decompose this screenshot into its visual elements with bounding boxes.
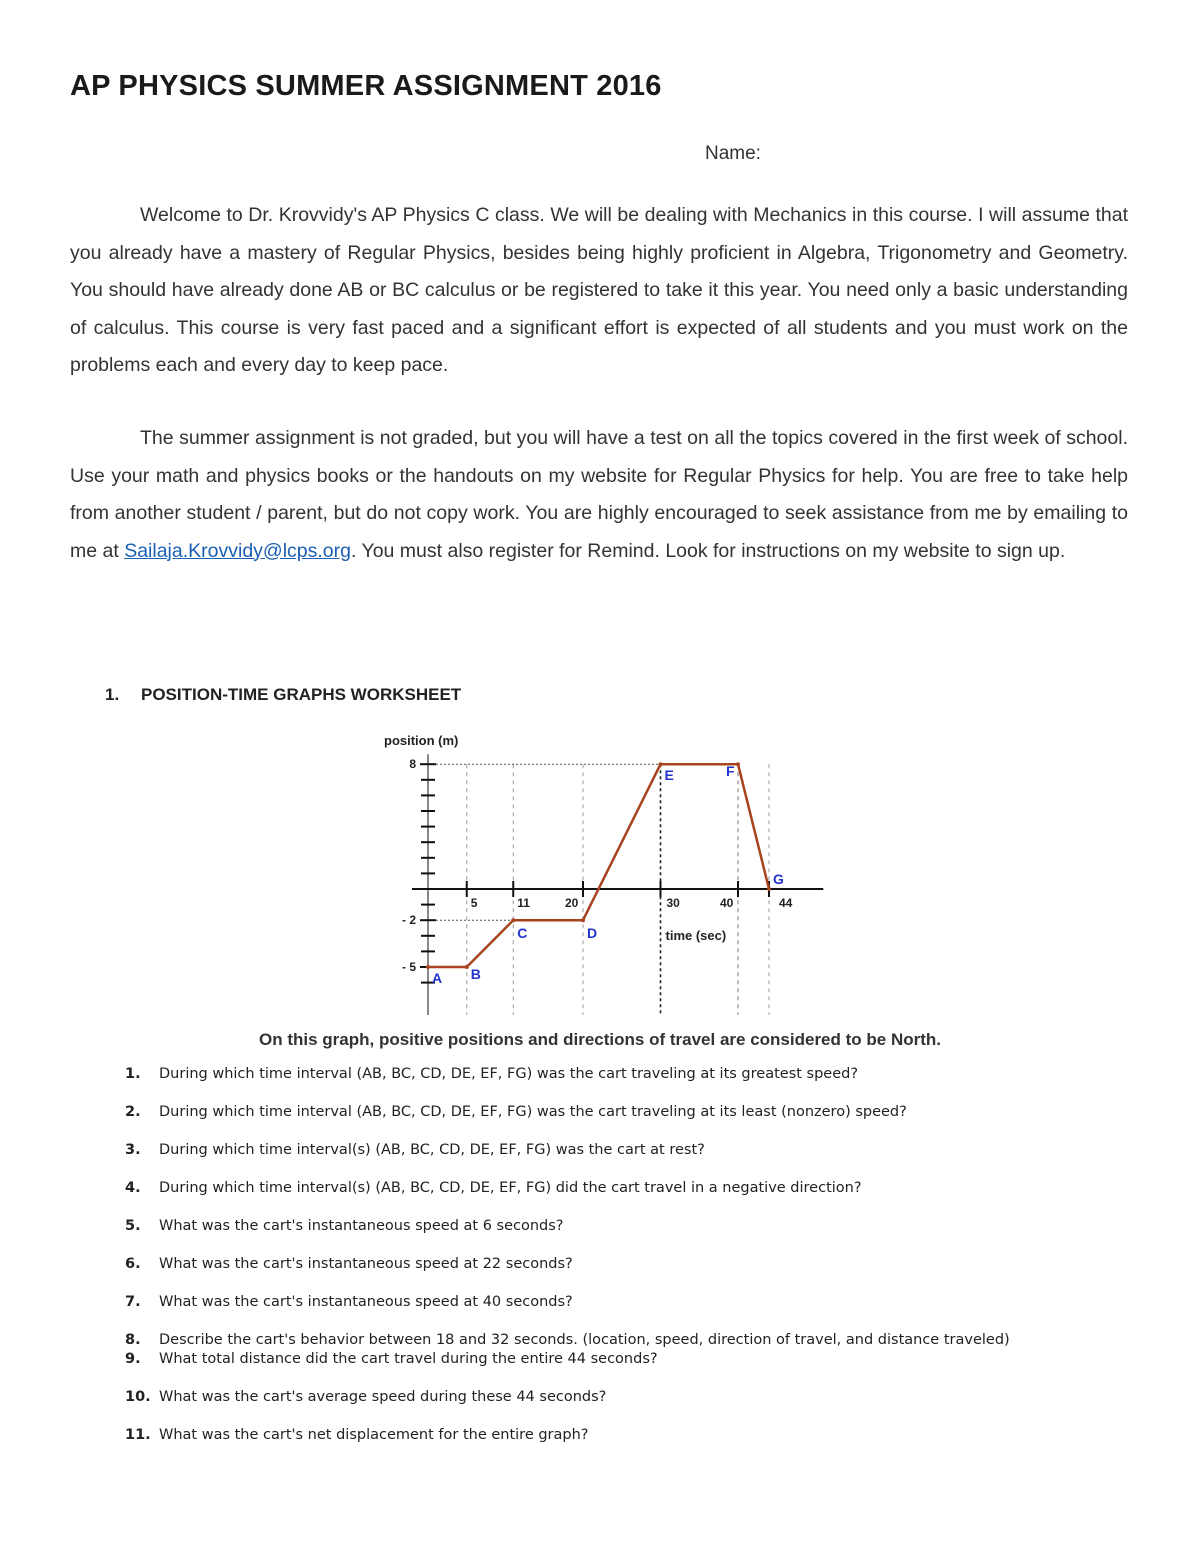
- question-item: [125, 1218, 564, 1234]
- question-number: 4.: [125, 1180, 141, 1196]
- point-label: B: [470, 966, 481, 982]
- question-item: [125, 1104, 907, 1120]
- y-tick-label: - 5: [401, 960, 416, 974]
- x-tick-label: 40: [720, 896, 734, 910]
- intro-paragraph-1: [70, 197, 1128, 385]
- question-item: [125, 1142, 705, 1158]
- question-number: 11.: [125, 1427, 151, 1443]
- question-text: What was the cart's net displacement for the entire graph?: [159, 1427, 589, 1443]
- x-tick-label: 30: [666, 896, 680, 910]
- data-point: [736, 762, 740, 766]
- y-axis-label: position (m): [384, 733, 459, 748]
- point-label: F: [726, 763, 735, 780]
- intro-paragraph-1-text: Welcome to Dr. Krovvidy's AP Physics C class. We will be dealing with Mechanics in this course. I will assume that you already have a mastery of Regular Physics, besides being highly proficient in Algebra, Trigonometry and Geometry. You should have already done AB or BC calculus or be registered to take it this year. You need only a basic understanding of calculus. This course is very fast paced and a significant effort is expected of all students and you must work on the problems each and every day to keep pace.: [70, 204, 1128, 376]
- question-text: During which time interval (AB, BC, CD, DE, EF, FG) was the cart traveling at its least (nonzero) speed?: [159, 1104, 907, 1120]
- y-tick-label: 8: [409, 757, 416, 772]
- question-text: What total distance did the cart travel during the entire 44 seconds?: [159, 1351, 658, 1367]
- question-item: [125, 1294, 573, 1310]
- point-label: E: [664, 767, 674, 784]
- question-number: 9.: [125, 1351, 141, 1367]
- x-tick-label: 5: [470, 896, 478, 910]
- question-item: [125, 1351, 658, 1367]
- section-heading: [105, 685, 461, 705]
- page-title: AP PHYSICS SUMMER ASSIGNMENT 2016: [70, 70, 662, 102]
- question-number: 2.: [125, 1104, 141, 1120]
- intro-paragraph-2: [70, 420, 1128, 570]
- question-number: 8.: [125, 1332, 141, 1348]
- question-item: [125, 1332, 1010, 1348]
- question-item: [125, 1066, 858, 1082]
- question-text: What was the cart's instantaneous speed at 6 seconds?: [159, 1218, 564, 1234]
- section-number: 1.: [105, 685, 120, 704]
- question-text: What was the cart's average speed during these 44 seconds?: [159, 1389, 607, 1405]
- question-item: [125, 1389, 606, 1405]
- x-tick-label: 20: [565, 896, 579, 910]
- name-field-label: Name:: [705, 143, 761, 164]
- question-text: During which time interval(s) (AB, BC, CD, DE, EF, FG) did the cart travel in a negative direction?: [159, 1180, 862, 1196]
- point-label: G: [773, 871, 784, 887]
- question-number: 6.: [125, 1256, 141, 1272]
- data-point: [511, 918, 515, 922]
- position-time-graph: [360, 725, 840, 1020]
- data-point: [426, 965, 430, 969]
- question-item: [125, 1180, 862, 1196]
- question-item: [125, 1256, 573, 1272]
- point-label: C: [517, 925, 528, 942]
- data-point: [659, 762, 663, 766]
- data-point: [465, 965, 469, 969]
- x-tick-label: 44: [779, 896, 793, 910]
- question-number: 1.: [125, 1066, 141, 1082]
- question-number: 3.: [125, 1142, 141, 1158]
- data-point: [767, 887, 771, 891]
- point-label: D: [587, 925, 598, 942]
- question-text: What was the cart's instantaneous speed at 22 seconds?: [159, 1256, 573, 1272]
- email-link[interactable]: Sailaja.Krovvidy@lcps.org: [124, 539, 351, 562]
- question-text: What was the cart's instantaneous speed at 40 seconds?: [159, 1294, 573, 1310]
- question-number: 10.: [125, 1389, 151, 1405]
- point-label: A: [432, 970, 443, 986]
- question-text: During which time interval(s) (AB, BC, CD, DE, EF, FG) was the cart at rest?: [159, 1142, 705, 1158]
- x-axis-label: time (sec): [665, 928, 727, 943]
- y-tick-label: - 2: [401, 913, 416, 928]
- x-tick-label: 11: [517, 896, 530, 910]
- question-number: 7.: [125, 1294, 141, 1310]
- question-text: During which time interval (AB, BC, CD, DE, EF, FG) was the cart traveling at its greatest speed?: [159, 1066, 859, 1082]
- question-text: Describe the cart's behavior between 18 and 32 seconds. (location, speed, direction of travel, and distance traveled): [159, 1332, 1010, 1348]
- question-number: 5.: [125, 1218, 141, 1234]
- graph-caption: On this graph, positive positions and directions of travel are considered to be North.: [259, 1030, 941, 1049]
- intro-paragraph-2-end: . You must also register for Remind. Look for instructions on my website to sign up.: [351, 539, 1066, 562]
- data-point: [581, 918, 585, 922]
- section-title: POSITION-TIME GRAPHS WORKSHEET: [141, 685, 462, 704]
- intro-paragraph-2-text: The summer assignment is not graded, but you will have a test on all the topics covered in the first week of school. Use your math and physics books or the handouts on my website for Regular Physics for help. You are free to take help from another student / parent, but do not copy work. You are highly encouraged to seek assistance from me by emailing to me at: [70, 427, 1128, 562]
- question-item: [125, 1427, 589, 1443]
